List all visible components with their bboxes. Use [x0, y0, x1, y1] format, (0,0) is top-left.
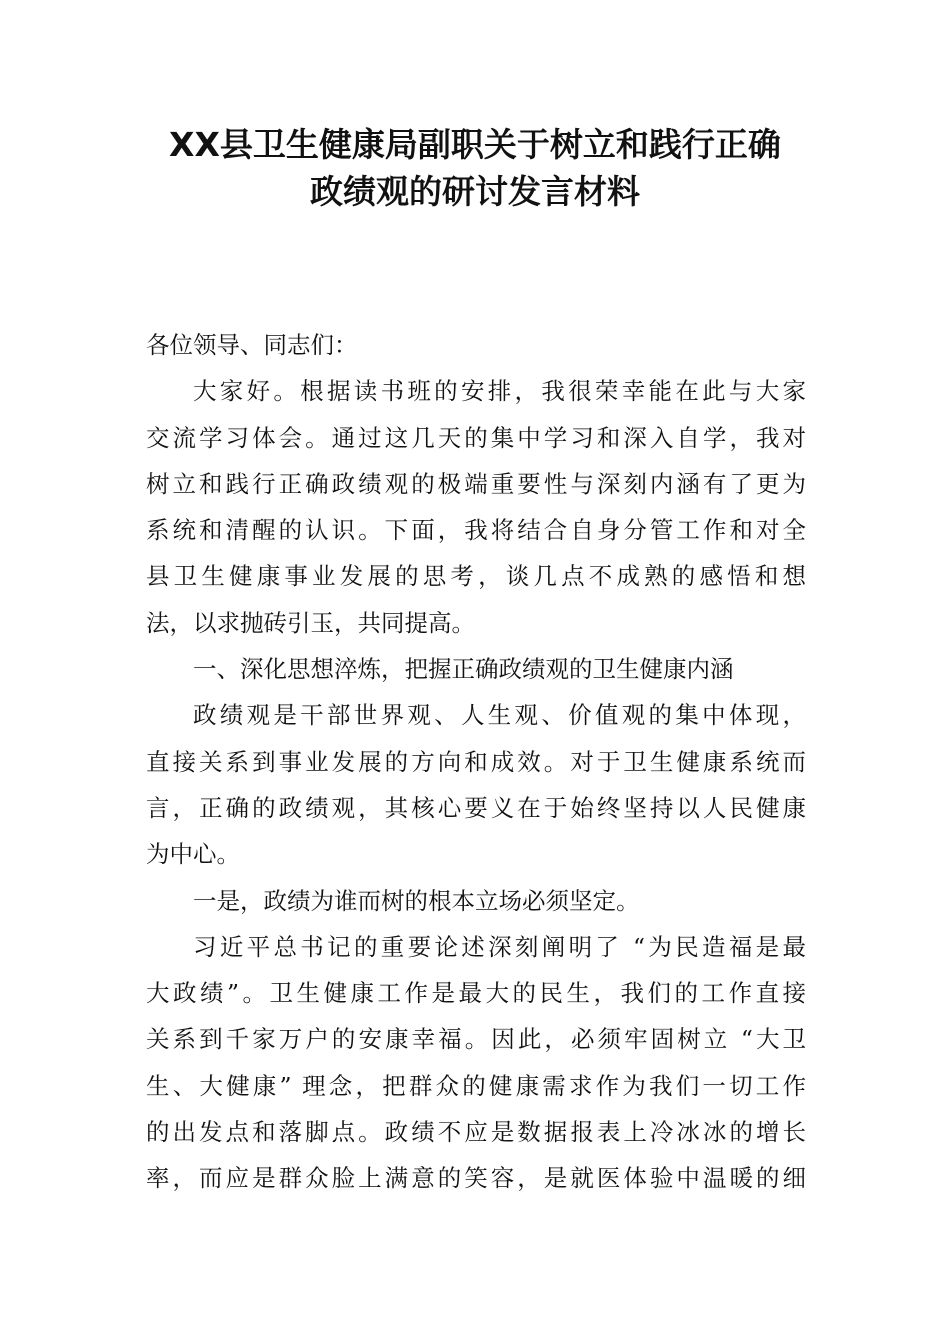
body-text-line: 关系到千家万户的安康幸福。因此，必须牢固树立 “大卫: [146, 1025, 806, 1054]
body-text-line: 的出发点和落脚点。政绩不应是数据报表上冷冰冰的增长: [146, 1118, 806, 1147]
document-title-line-2: 政绩观的研讨发言材料: [310, 172, 640, 211]
body-text-line: 直接关系到事业发展的方向和成效。对于卫生健康系统而: [146, 747, 806, 776]
document-title-line-1: XX县卫生健康局副职关于树立和践行正确: [169, 125, 781, 164]
body-text-line: 一是，政绩为谁而树的根本立场必须坚定。: [193, 886, 640, 915]
body-text-line: 交流学习体会。通过这几天的集中学习和深入自学，我对: [146, 423, 806, 452]
body-text-line: 一、深化思想淬炼，把握正确政绩观的卫生健康内涵: [193, 655, 734, 684]
body-text-line: 县卫生健康事业发展的思考，谈几点不成熟的感悟和想: [146, 562, 806, 591]
body-text-line: 生、大健康” 理念，把群众的健康需求作为我们一切工作: [146, 1071, 806, 1100]
body-text-line: 政绩观是干部世界观、人生观、价值观的集中体现，: [193, 701, 806, 730]
body-text-line: 率，而应是群众脸上满意的笑容，是就医体验中温暖的细: [146, 1164, 806, 1193]
body-text-line: 各位领导、同志们：: [146, 331, 358, 359]
body-text-line: 为中心。: [146, 840, 240, 869]
body-text-line: 言，正确的政绩观，其核心要义在于始终坚持以人民健康: [146, 793, 806, 822]
body-text-line: 树立和践行正确政绩观的极端重要性与深刻内涵有了更为: [146, 469, 806, 498]
body-text-line: 系统和清醒的认识。下面，我将结合自身分管工作和对全: [146, 516, 806, 545]
body-text-line: 大政绩”。卫生健康工作是最大的民生，我们的工作直接: [146, 979, 806, 1008]
body-text-line: 大家好。根据读书班的安排，我很荣幸能在此与大家: [193, 377, 806, 406]
document-body: [146, 322, 806, 1202]
body-text-line: 法，以求抛砖引玉，共同提高。: [146, 608, 475, 637]
body-text-line: 习近平总书记的重要论述深刻阐明了 “为民造福是最: [193, 932, 806, 961]
